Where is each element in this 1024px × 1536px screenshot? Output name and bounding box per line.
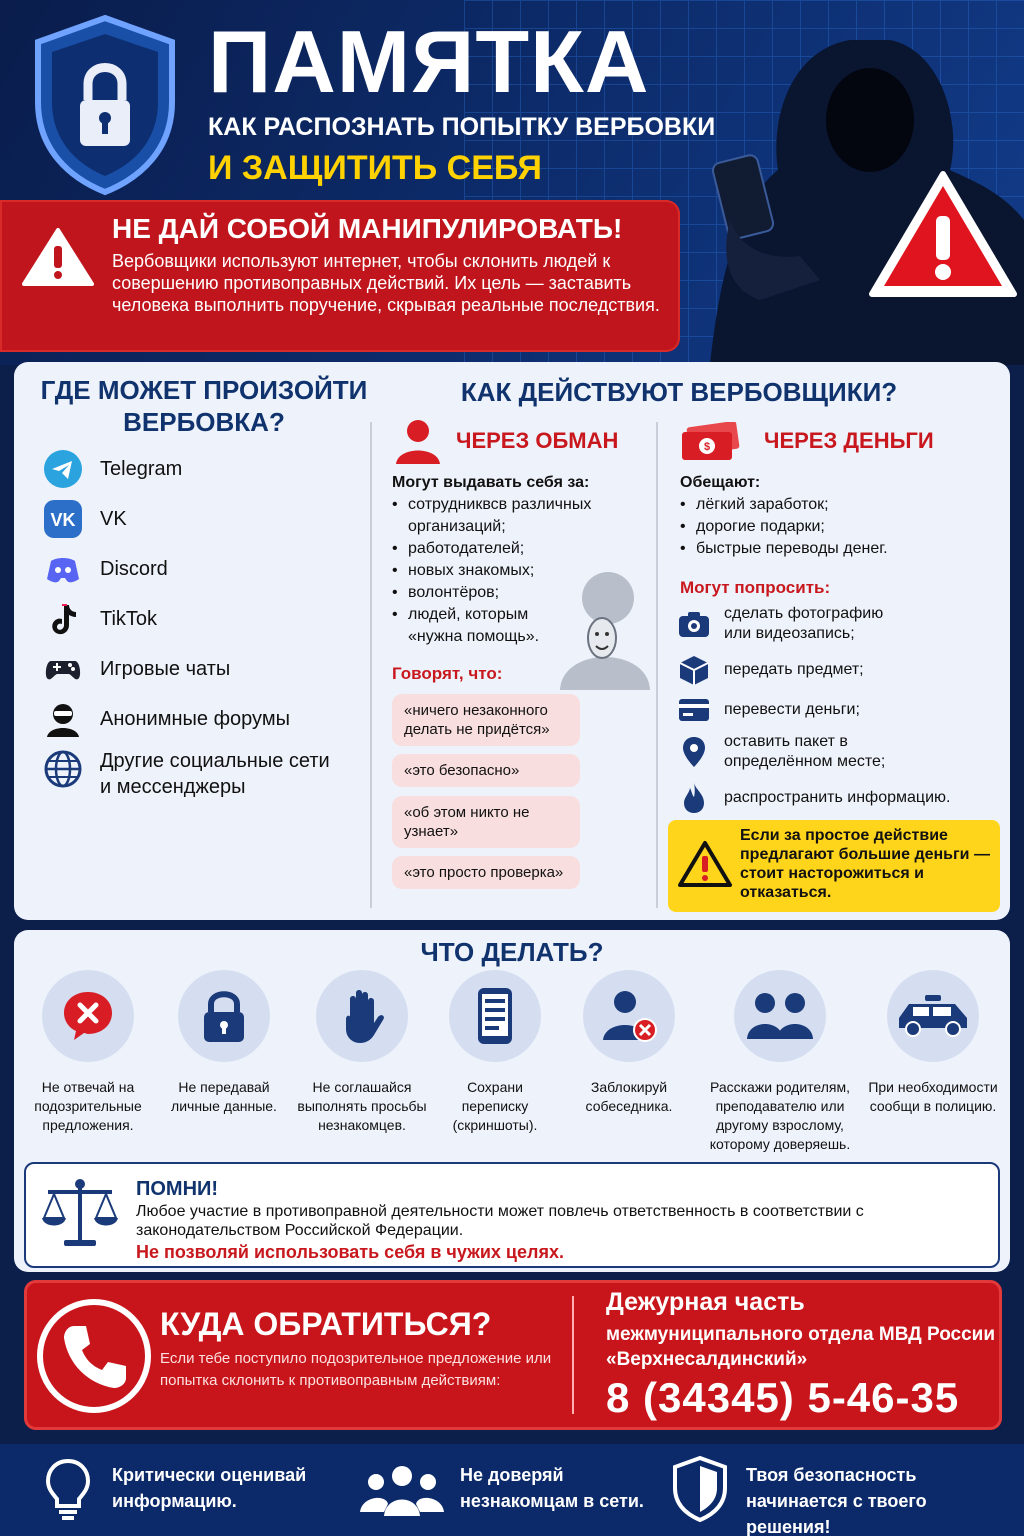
list-item xyxy=(42,744,362,808)
deceit-intro: Могут выдавать себя за: xyxy=(392,474,590,491)
alert-title: НЕ ДАЙ СОБОЙ МАНИПУЛИРОВАТЬ! xyxy=(112,213,623,244)
smartphone-screenshot-icon xyxy=(449,970,541,1062)
todo-label: Заблокируй собеседника. xyxy=(585,1079,673,1114)
fire-icon xyxy=(676,780,712,816)
money-icon xyxy=(678,422,742,464)
todo-label: Сохрани переписку (скриншоты). xyxy=(452,1079,538,1133)
location-pin-icon xyxy=(676,734,712,770)
deceit-title: ЧЕРЕЗ ОБМАН xyxy=(456,428,619,453)
todo-label: Не соглашайся выполнять просьбы незнакомцев. xyxy=(297,1079,427,1133)
contact-box xyxy=(24,1280,1002,1430)
say-title: Говорят, что: xyxy=(392,664,503,683)
todo-item xyxy=(574,970,684,1116)
scales-of-justice-icon xyxy=(40,1178,120,1250)
list-item xyxy=(676,732,914,772)
manipulation-alert xyxy=(0,200,680,352)
list-item: • быстрые переводы денег. xyxy=(680,538,990,560)
lightbulb-icon xyxy=(44,1458,92,1522)
contact-text: Если тебе поступило подозрительное предложение или попытка склонить к противоправным действиям: xyxy=(160,1350,552,1389)
quote-chip: «это безопасно» xyxy=(392,754,580,787)
globe-icon xyxy=(42,748,84,790)
card-icon xyxy=(676,692,712,728)
police-car-icon xyxy=(887,970,979,1062)
list-item xyxy=(42,644,362,694)
todo-item xyxy=(164,970,284,1116)
warning-triangle-icon xyxy=(868,168,1018,300)
todo-label: Расскажи родителям, преподавателю или другому взрослому, которому доверяешь. xyxy=(709,1079,851,1152)
list-item xyxy=(42,444,362,494)
list-item xyxy=(676,604,914,644)
list-item: • дорогие подарки; xyxy=(680,516,990,538)
list-item xyxy=(676,780,950,816)
svg-text:$: $ xyxy=(703,441,711,453)
ask-label: перевести деньги; xyxy=(724,701,860,718)
warning-triangle-icon xyxy=(678,840,732,888)
remember-text: Любое участие в противоправной деятельности может повлечь ответственность в соответствии с законодательством Российской Федерации. xyxy=(136,1203,864,1239)
list-item: • сотрудниквсв различных организаций; xyxy=(392,494,622,538)
quote-chip: «это просто проверка» xyxy=(392,856,580,889)
lock-icon xyxy=(178,970,270,1062)
shield-icon xyxy=(672,1456,728,1522)
ask-label: оставить пакет в определённом месте; xyxy=(724,733,886,770)
phone-icon xyxy=(34,1296,154,1416)
ask-label: сделать фотографию или видеозапись; xyxy=(724,605,884,642)
header xyxy=(0,0,1024,365)
page-subtitle-accent: И ЗАЩИТИТЬ СЕБЯ xyxy=(208,149,542,187)
list-item: • лёгкий заработок; xyxy=(680,494,990,516)
footer-tip: Твоя безопасность начинается с твоего решения! xyxy=(746,1465,927,1536)
list-item: • волонтёров; xyxy=(392,582,622,604)
money-list xyxy=(680,472,990,560)
tiktok-icon xyxy=(42,598,84,640)
list-item xyxy=(42,694,362,744)
platform-list xyxy=(42,444,362,808)
todo-label: При необходимости сообщи в полицию. xyxy=(868,1079,998,1114)
contact-org-detail: межмуниципального отдела МВД России «Верхнесалдинский» xyxy=(606,1324,996,1370)
vk-icon xyxy=(42,498,84,540)
what-to-do-panel xyxy=(14,930,1010,1272)
list-item xyxy=(42,594,362,644)
platform-label: VK xyxy=(100,508,127,530)
page-title: ПАМЯТКА xyxy=(208,12,650,111)
list-item xyxy=(42,494,362,544)
platform-label: Discord xyxy=(100,558,168,580)
money-warning xyxy=(668,820,1000,912)
todo-label: Не отвечай на подозрительные предложения. xyxy=(34,1079,142,1133)
svg-text:VK: VK xyxy=(50,510,76,530)
quote-chip: «ничего незаконного делать не придётся» xyxy=(392,694,580,746)
quote-chip: «об этом никто не узнает» xyxy=(392,796,580,848)
alert-text: Вербовщики используют интернет, чтобы склонить людей к совершению противоправных действий. Их цель — заставить человека выполнить поручение, скрывая реальные последствия. xyxy=(112,251,660,315)
footer-tip: Не доверяй незнакомцам в сети. xyxy=(460,1465,644,1511)
telegram-icon xyxy=(42,448,84,490)
list-item xyxy=(42,544,362,594)
list-item: • работодателей; xyxy=(392,538,622,560)
divider xyxy=(656,422,658,908)
money-intro: Обещают: xyxy=(680,474,761,491)
todo-title: ЧТО ДЕЛАТЬ? xyxy=(420,937,604,967)
list-item: • новых знакомых; xyxy=(392,560,622,582)
masked-person-illustration xyxy=(556,568,650,690)
stop-hand-icon xyxy=(316,970,408,1062)
footer-tip: Критически оценивай информацию. xyxy=(112,1465,307,1511)
no-reply-icon xyxy=(42,970,134,1062)
warning-text: Если за простое действие предлагают большие деньги — стоит насторожиться и отказаться. xyxy=(740,827,990,901)
todo-item xyxy=(704,970,856,1154)
box-icon xyxy=(676,652,712,688)
info-panel xyxy=(14,362,1010,920)
platform-label: Игровые чаты xyxy=(100,658,231,680)
remember-box xyxy=(24,1162,1000,1268)
list-item xyxy=(676,652,864,688)
gamepad-icon xyxy=(42,648,84,690)
list-item: • людей, которым «нужна помощь». xyxy=(392,604,548,648)
ask-label: распространить информацию. xyxy=(724,789,951,806)
person-icon xyxy=(394,418,442,464)
divider xyxy=(370,422,372,908)
contact-phone: 8 (34345) 5-46-35 xyxy=(606,1374,960,1421)
anonymous-icon xyxy=(42,698,84,740)
footer xyxy=(0,1444,1024,1536)
remember-emphasis: Не позволяй использовать себя в чужих целях. xyxy=(136,1242,564,1262)
ask-label: передать предмет; xyxy=(724,661,864,678)
discord-icon xyxy=(42,548,84,590)
todo-item xyxy=(20,970,156,1135)
remember-title: ПОМНИ! xyxy=(136,1178,219,1200)
platform-label: Анонимные форумы xyxy=(100,708,290,730)
platform-label: TikTok xyxy=(100,608,158,630)
list-item xyxy=(676,692,860,728)
people-group-icon xyxy=(360,1464,444,1516)
ask-title: Могут попросить: xyxy=(680,578,831,597)
how-title: КАК ДЕЙСТВУЮТ ВЕРБОВЩИКИ? xyxy=(460,377,898,407)
warning-triangle-icon xyxy=(22,226,94,288)
block-user-icon xyxy=(583,970,675,1062)
where-title: ГДЕ МОЖЕТ ПРОИЗОЙТИ ВЕРБОВКА? xyxy=(40,375,368,437)
money-title: ЧЕРЕЗ ДЕНЬГИ xyxy=(764,428,934,453)
contact-org: Дежурная часть xyxy=(606,1288,805,1316)
people-icon xyxy=(734,970,826,1062)
todo-label: Не передавай личные данные. xyxy=(171,1079,277,1114)
camera-icon xyxy=(676,606,712,642)
todo-item xyxy=(866,970,1000,1116)
page-subtitle: КАК РАСПОЗНАТЬ ПОПЫТКУ ВЕРБОВКИ xyxy=(208,113,716,141)
platform-label: Telegram xyxy=(100,458,183,480)
todo-item xyxy=(440,970,550,1135)
divider xyxy=(572,1296,574,1414)
platform-label: Другие социальные сети и мессенджеры xyxy=(100,750,330,798)
todo-item xyxy=(292,970,432,1135)
shield-lock-icon xyxy=(30,14,180,196)
contact-title: КУДА ОБРАТИТЬСЯ? xyxy=(160,1306,492,1342)
